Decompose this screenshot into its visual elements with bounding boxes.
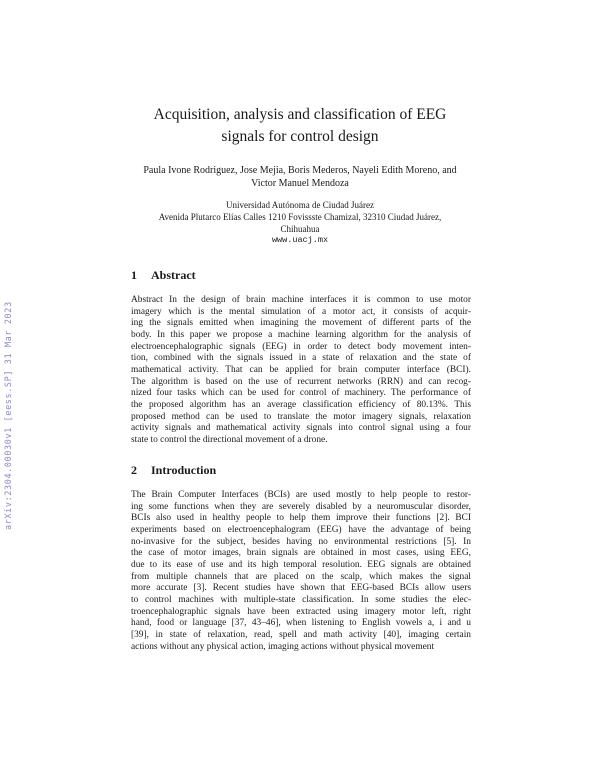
section-title: Introduction	[151, 463, 217, 477]
text-line: state to control the directional movement of a drone.	[131, 434, 328, 445]
text-line: the proposed algorithm has an average classification efficiency of 80.13%. This	[131, 399, 471, 410]
title-line: signals for control design	[221, 128, 379, 145]
arxiv-identifier: arXiv:2304.00030v1 [eess.SP] 31 Mar 2023	[4, 301, 14, 530]
text-line: no-invasive for the subject, besides having no environmental restrictions [5]. In	[131, 536, 471, 547]
introduction-body	[131, 490, 471, 653]
section-number: 2	[131, 463, 137, 477]
affiliation-website: www.uacj.mx	[271, 235, 329, 246]
text-line: actions without any physical action, imaging actions without physical movement	[131, 641, 435, 652]
text-line: due to its ease of use and its high temporal resolution. EEG signals are obtained	[131, 559, 471, 570]
affiliation-line: Chihuahua	[280, 223, 320, 234]
affiliation	[120, 200, 480, 247]
author-line: Victor Manuel Mendoza	[251, 178, 349, 189]
text-line: from multiple channels that are placed on the scalp, which makes the signal	[131, 571, 471, 582]
text-line: hand, food or language [37, 43–46], when listening to English vowels a, i and u	[131, 618, 471, 629]
text-line: [39], in state of relaxation, read, spell and math activity [40], imaging certain	[131, 629, 471, 640]
text-line: The algorithm is based on the use of recurrent networks (RRN) and can recog-	[131, 376, 471, 387]
author-list	[120, 164, 480, 190]
text-line: proposed method can be used to translate the motor imagery signals, relaxation	[131, 411, 471, 422]
text-line: Abstract In the design of brain machine interfaces it is common to use motor	[131, 295, 471, 305]
author-line: Paula Ivone Rodriguez, Jose Mejia, Boris Mederos, Nayeli Edith Moreno, and	[143, 165, 457, 176]
text-line: more accurate [3]. Recent studies have shown that EEG-based BCIs allow users	[131, 583, 471, 594]
section-heading-introduction	[131, 463, 216, 478]
text-line: body. In this paper we propose a machine learning algorithm for the analysis of	[131, 329, 471, 340]
text-line: tion, combined with the signals issued in a state of relaxation and the state of	[131, 353, 471, 364]
text-line: ing some functions when they are severely disabled by a neuromuscular disorder,	[131, 501, 471, 512]
text-line: activity signals and mathematical activity signals into control signal using a four	[131, 423, 471, 434]
text-line: troencephalographic signals have been extracted using imagery motor left, right	[131, 606, 471, 617]
text-line: the case of motor images, brain signals are obtained in most cases, using EEG,	[131, 548, 471, 559]
paper-title	[120, 104, 480, 148]
text-line: mathematical activity. That can be applied for brain computer interface (BCI).	[131, 364, 471, 375]
abstract-body	[131, 295, 471, 447]
text-line: electroencephalographic signals (EEG) in order to detect body movement inten-	[131, 341, 471, 352]
section-heading-abstract	[131, 268, 196, 283]
section-title: Abstract	[151, 268, 196, 282]
text-line: imagery which is the mental simulation of a motor act, it consists of acquir-	[131, 306, 471, 317]
text-line: ing the signals emitted when imagining the movement of different parts of the	[131, 318, 471, 329]
affiliation-line: Avenida Plutarco Elías Calles 1210 Fovissste Chamizal, 32310 Ciudad Juárez,	[158, 211, 442, 222]
affiliation-line: Universidad Autónoma de Ciudad Juárez	[226, 200, 374, 210]
text-line: The Brain Computer Interfaces (BCIs) are used mostly to help people to restor-	[131, 490, 471, 500]
text-line: BCIs also used in healthy people to help them improve their functions [2]. BCI	[131, 513, 471, 524]
text-line: experiments based on electroencephalogram (EEG) have the advantage of being	[131, 524, 471, 535]
text-line: nized four tasks which can be used for control of machinery. The performance of	[131, 388, 471, 399]
section-number: 1	[131, 268, 137, 282]
title-line: Acquisition, analysis and classification of EEG	[153, 106, 447, 123]
text-line: to control machines with multiple-state classification. In some studies the elec-	[131, 594, 471, 605]
